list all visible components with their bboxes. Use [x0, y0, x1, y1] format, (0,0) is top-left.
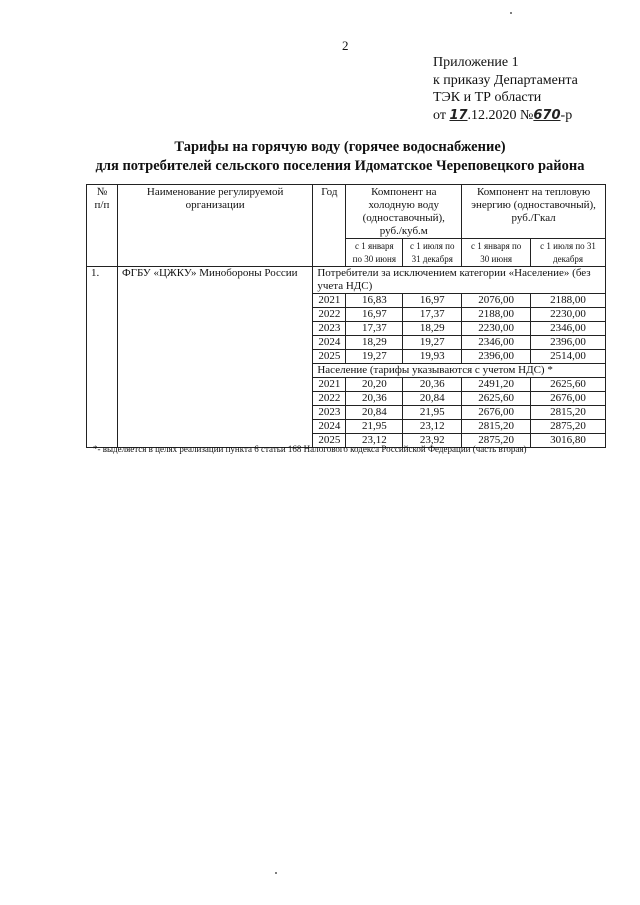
heat-period-1-cell: 2076,00	[462, 294, 531, 308]
heat-period-2-cell: 3016,80	[531, 434, 606, 448]
title-line-2: для потребителей сельского поселения Идоматское Череповецкого района	[95, 158, 585, 174]
cold-water-period-1-cell: 20,36	[346, 392, 403, 406]
year-cell: 2023	[313, 322, 346, 336]
cold-water-period-1-cell: 23,12	[346, 434, 403, 448]
cold-water-period-2-cell: 20,36	[403, 378, 462, 392]
appendix-line-1: Приложение 1	[433, 55, 519, 70]
header-year: Год	[313, 185, 346, 267]
document-title	[0, 138, 640, 176]
handwritten-order-number: 670	[533, 107, 561, 123]
year-cell: 2022	[313, 392, 346, 406]
order-suffix: -р	[560, 107, 573, 123]
appendix-line-3: ТЭК и ТР области	[433, 90, 542, 105]
heat-period-1-cell: 2491,20	[462, 378, 531, 392]
appendix-block	[433, 54, 578, 124]
heat-period-1-cell: 2875,20	[462, 434, 531, 448]
heat-period-2-cell: 2188,00	[531, 294, 606, 308]
scan-speck	[275, 872, 277, 874]
cold-water-period-2-cell: 21,95	[403, 406, 462, 420]
cold-water-period-2-cell: 19,93	[403, 350, 462, 364]
cold-water-period-1-cell: 16,83	[346, 294, 403, 308]
cold-water-period-2-cell: 23,92	[403, 434, 462, 448]
header-cold-water-period-1: с 1 января по 30 июня	[346, 239, 403, 267]
cold-water-period-1-cell: 20,84	[346, 406, 403, 420]
cold-water-period-1-cell: 16,97	[346, 308, 403, 322]
year-cell: 2025	[313, 350, 346, 364]
cold-water-period-2-cell: 19,27	[403, 336, 462, 350]
heat-period-2-cell: 2396,00	[531, 336, 606, 350]
header-organization: Наименование регулируемой организации	[117, 185, 312, 267]
page-number: 2	[342, 38, 349, 53]
year-cell: 2023	[313, 406, 346, 420]
cold-water-period-1-cell: 20,20	[346, 378, 403, 392]
footnote: *- выделяется в целях реализации пункта 6 статьи 168 Налогового кодекса Российской Федерации (часть вторая)	[93, 444, 527, 454]
group-1-label-row	[87, 267, 606, 294]
tariff-table	[86, 184, 606, 448]
heat-period-2-cell: 2875,20	[531, 420, 606, 434]
heat-period-2-cell: 2514,00	[531, 350, 606, 364]
group-1-label: Потребители за исключением категории «Население» (без учета НДС)	[313, 267, 606, 294]
cold-water-period-2-cell: 20,84	[403, 392, 462, 406]
header-cold-water-component: Компонент на холодную воду (одноставочный), руб./куб.м	[346, 185, 462, 239]
appendix-line-2: к приказу Департамента	[433, 72, 578, 88]
year-cell: 2025	[313, 434, 346, 448]
heat-period-1-cell: 2346,00	[462, 336, 531, 350]
cold-water-period-1-cell: 21,95	[346, 420, 403, 434]
cold-water-period-1-cell: 17,37	[346, 322, 403, 336]
heat-period-2-cell: 2625,60	[531, 378, 606, 392]
group-2-label: Население (тарифы указываются с учетом НДС) *	[313, 364, 606, 378]
heat-period-1-cell: 2188,00	[462, 308, 531, 322]
year-cell: 2021	[313, 378, 346, 392]
header-heat-period-1: с 1 января по 30 июня	[462, 239, 531, 267]
heat-period-2-cell: 2815,20	[531, 406, 606, 420]
appendix-date-line	[433, 107, 578, 125]
heat-period-2-cell: 2676,00	[531, 392, 606, 406]
organization-name: ФГБУ «ЦЖКУ» Минобороны России	[117, 267, 312, 448]
header-cold-water-period-2: с 1 июля по 31 декабря	[403, 239, 462, 267]
header-heat-period-2: с 1 июля по 31 декабря	[531, 239, 606, 267]
heat-period-1-cell: 2396,00	[462, 350, 531, 364]
scan-speck	[510, 12, 512, 14]
cold-water-period-1-cell: 19,27	[346, 350, 403, 364]
header-number: № п/п	[87, 185, 118, 267]
heat-period-1-cell: 2815,20	[462, 420, 531, 434]
heat-period-2-cell: 2230,00	[531, 308, 606, 322]
date-rest: .12.2020 №	[467, 107, 534, 123]
year-cell: 2021	[313, 294, 346, 308]
header-heat-component: Компонент на тепловую энергию (одноставочный), руб./Гкал	[462, 185, 606, 239]
title-line-1: Тарифы на горячую воду (горячее водоснабжение)	[174, 139, 506, 155]
handwritten-day: 17	[449, 107, 468, 123]
heat-period-2-cell: 2346,00	[531, 322, 606, 336]
heat-period-1-cell: 2230,00	[462, 322, 531, 336]
cold-water-period-2-cell: 17,37	[403, 308, 462, 322]
cold-water-period-1-cell: 18,29	[346, 336, 403, 350]
year-cell: 2022	[313, 308, 346, 322]
cold-water-period-2-cell: 16,97	[403, 294, 462, 308]
year-cell: 2024	[313, 336, 346, 350]
date-prefix: от	[433, 107, 446, 123]
cold-water-period-2-cell: 23,12	[403, 420, 462, 434]
heat-period-1-cell: 2625,60	[462, 392, 531, 406]
heat-period-1-cell: 2676,00	[462, 406, 531, 420]
row-number: 1.	[87, 267, 118, 448]
year-cell: 2024	[313, 420, 346, 434]
cold-water-period-2-cell: 18,29	[403, 322, 462, 336]
